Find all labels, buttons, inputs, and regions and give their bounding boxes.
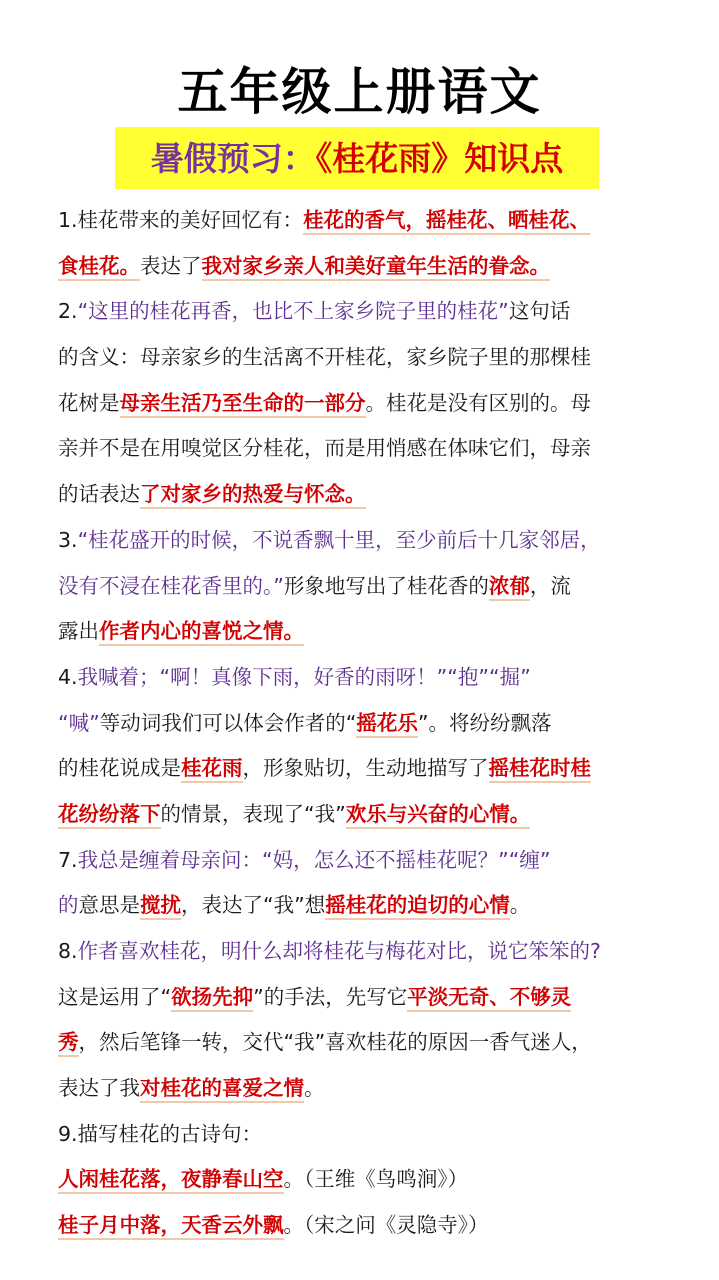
body-text: 花树是 <box>58 390 120 415</box>
key-answer-text: 欢乐与兴奋的心情。 <box>346 802 531 829</box>
body-text: 8. <box>58 939 78 963</box>
key-answer-text: 秀 <box>58 1030 79 1057</box>
body-text: 这是运用了“ <box>58 984 172 1009</box>
key-answer-text: 人闲桂花落，夜静春山空 <box>58 1167 284 1194</box>
body-text: 这句话 <box>508 299 571 324</box>
body-text: ，表达了“我”想 <box>181 893 326 918</box>
key-answer-text: 搅扰 <box>140 893 181 920</box>
quoted-text: “桂花盛开的时候，不说香飘十里，至少前后十几家邻居， <box>77 527 601 552</box>
key-answer-text: 了对家乡的热爱与怀念。 <box>140 482 366 509</box>
subtitle <box>115 133 599 180</box>
body-text: 1.桂花带来的美好回忆有： <box>58 208 304 232</box>
subtitle-topic: 《桂花雨》知识点 <box>315 139 564 178</box>
key-answer-text: 作者内心的喜悦之情。 <box>99 619 304 646</box>
key-answer-text: 桂花雨 <box>181 756 243 783</box>
quoted-text: 我喊着；“啊！真像下雨，好香的雨呀！”“抱”“掘” <box>77 664 531 689</box>
body-text: 意思是 <box>78 893 140 918</box>
text-line <box>58 1112 678 1158</box>
body-text: 形象地写出了桂花香的 <box>283 573 489 598</box>
page-title: 五年级上册语文 <box>177 63 542 121</box>
text-line <box>58 792 678 838</box>
body-text: 。 <box>509 893 531 918</box>
text-line <box>58 426 678 472</box>
key-answer-text: 摇桂花时桂 <box>489 756 592 783</box>
body-text: 。（宋之问《灵隐寺》） <box>283 1213 489 1238</box>
text-line <box>58 1203 678 1249</box>
quoted-text: 我总是缠着母亲问：“妈，怎么还不摇桂花呢？”“缠” <box>77 847 551 872</box>
quoted-text: 作者喜欢桂花，明什么却将桂花与梅花对比，说它笨笨的? <box>77 939 601 963</box>
key-answer-text: 我对家乡亲人和美好童年生活的眷念。 <box>202 254 551 281</box>
text-line <box>58 655 678 701</box>
text-line <box>58 609 678 655</box>
quoted-text: “这里的桂花再香，也比不上家乡院子里的桂花” <box>77 299 509 324</box>
text-line <box>58 929 678 975</box>
body-text: 。（王维《鸟鸣涧》） <box>283 1167 468 1192</box>
body-text: 。桂花是没有区别的。母 <box>365 390 591 415</box>
text-line <box>58 1020 678 1066</box>
key-answer-text: 平淡无奇、不够灵 <box>407 985 571 1012</box>
body-text: 等动词我们可以体会作者的“ <box>99 710 357 735</box>
subtitle-prefix: 暑假预习： <box>150 139 316 178</box>
body-text: 9.描写桂花的古诗句： <box>58 1121 263 1146</box>
body-text: 的含义：母亲家乡的生活离不开桂花，家乡院子里的那棵桂 <box>58 345 591 370</box>
knowledge-points-body <box>58 198 678 1249</box>
body-text: 7. <box>58 847 78 872</box>
key-answer-text: 桂花的香气，摇桂花、晒桂花、 <box>303 208 590 235</box>
body-text: 表达了我 <box>58 1076 140 1101</box>
text-line <box>58 701 678 747</box>
quoted-text: 没有不浸在桂花香里的。” <box>58 573 284 598</box>
body-text: 3. <box>58 527 78 552</box>
text-line <box>58 289 678 335</box>
key-answer-text: 摇花乐 <box>356 711 418 738</box>
body-text: ，然后笔锋一转，交代“我”喜欢桂花的原因一香气迷人， <box>78 1030 592 1055</box>
body-text: 的桂花说成是 <box>58 756 181 781</box>
body-text: 表达了 <box>140 253 202 278</box>
key-answer-text: 摇桂花的迫切的心情 <box>325 893 510 920</box>
key-answer-text: 浓郁 <box>489 574 530 601</box>
body-text: ”的手法，先写它 <box>253 984 408 1009</box>
text-line <box>58 1066 678 1112</box>
key-answer-text: 花纷纷落下 <box>58 802 161 829</box>
key-answer-text: 桂子月中落，天香云外飘 <box>58 1213 284 1240</box>
body-text: ，流 <box>529 573 571 598</box>
body-text: ”。将纷纷飘落 <box>417 710 552 735</box>
text-line <box>58 746 678 792</box>
key-answer-text: 食桂花。 <box>58 254 140 281</box>
text-line <box>58 381 678 427</box>
text-line <box>58 198 678 244</box>
key-answer-text: 对桂花的喜爱之情 <box>140 1076 304 1103</box>
quoted-text: “喊” <box>58 710 100 735</box>
text-line <box>58 335 678 381</box>
body-text: 2. <box>58 299 78 324</box>
body-text: 。 <box>304 1076 325 1101</box>
text-line <box>58 1157 678 1203</box>
key-answer-text: 母亲生活乃至生命的一部分 <box>120 391 366 418</box>
text-line <box>58 975 678 1021</box>
body-text: 的情景，表现了“我” <box>160 801 346 826</box>
text-line <box>58 838 678 884</box>
body-text: 4. <box>58 664 78 689</box>
body-text: ，形象贴切，生动地描写了 <box>242 756 489 781</box>
body-text: 的话表达 <box>58 482 140 507</box>
text-line <box>58 564 678 610</box>
text-line <box>58 472 678 518</box>
body-text: 露出 <box>58 619 99 644</box>
key-answer-text: 欲扬先抑 <box>171 985 253 1012</box>
body-text: 亲并不是在用嗅觉区分桂花，而是用悄感在体味它们，母亲 <box>58 436 591 461</box>
quoted-text: 的 <box>58 893 79 918</box>
text-line <box>58 518 678 564</box>
text-line <box>58 244 678 290</box>
text-line <box>58 883 678 929</box>
